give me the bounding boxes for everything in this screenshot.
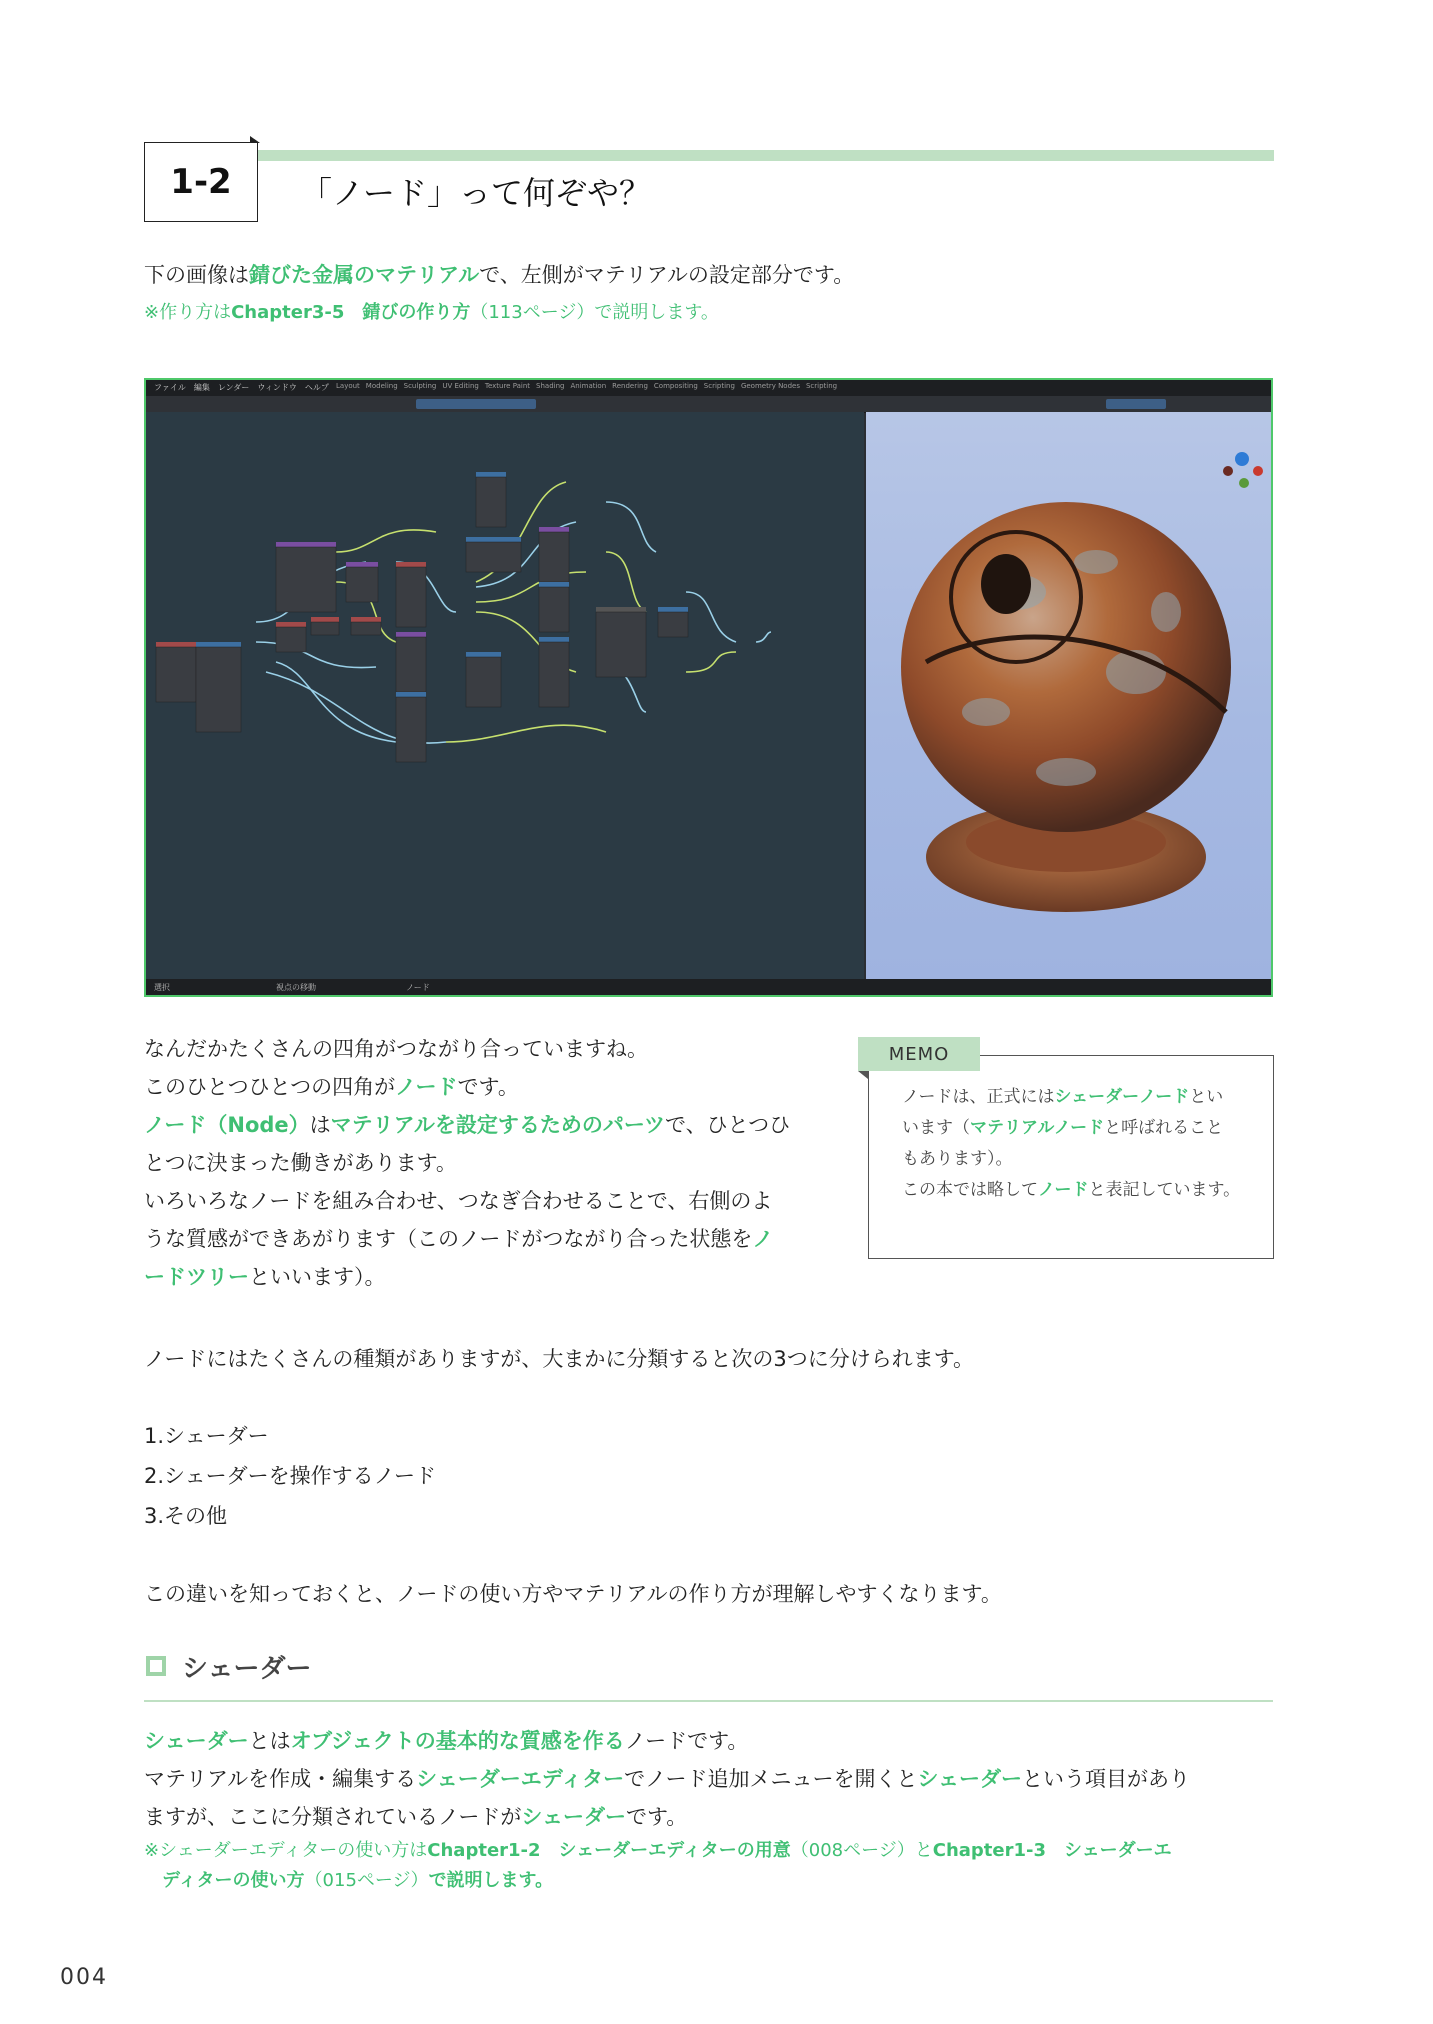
shader-node[interactable]	[276, 547, 336, 612]
text-line	[144, 1106, 834, 1144]
workspace-tab[interactable]: Scripting	[805, 382, 838, 390]
workspace-tab[interactable]: Compositing	[653, 382, 698, 390]
menu-item[interactable]: ヘルプ	[304, 383, 329, 392]
memo-tab-corner	[858, 1071, 868, 1079]
node-header[interactable]	[196, 642, 241, 647]
section-header-bar	[258, 150, 1274, 161]
node-header[interactable]	[539, 527, 569, 532]
text-line	[144, 1068, 834, 1106]
body-paragraph-4	[144, 1722, 1279, 1836]
highlighted-text: Chapter1-2 シェーダーエディターの用意	[427, 1840, 791, 1861]
shader-node[interactable]	[276, 627, 306, 652]
text-run: なんだかたくさんの四角がつながり合っていますね。	[144, 1037, 648, 1061]
shader-node[interactable]	[466, 657, 501, 707]
workspace-tab[interactable]: Animation	[570, 382, 607, 390]
gizmo-neg-x-icon[interactable]	[1223, 466, 1233, 476]
text-run: マテリアルを作成・編集する	[144, 1767, 417, 1791]
menu-item[interactable]: ファイル	[154, 383, 186, 392]
shader-node[interactable]	[658, 612, 688, 637]
workspace-tab[interactable]: Sculpting	[403, 382, 437, 390]
node-header[interactable]	[396, 632, 426, 637]
node-header[interactable]	[396, 562, 426, 567]
text-run: です。	[457, 1075, 519, 1099]
text-run: と表記しています。	[1088, 1180, 1241, 1200]
highlighted-text: シェーダー	[917, 1767, 1023, 1791]
highlighted-text: マテリアルを設定するためのパーツ	[330, 1113, 665, 1137]
shader-node[interactable]	[539, 532, 569, 582]
subsection-title: シェーダー	[182, 1654, 312, 1684]
memo-text	[902, 1082, 1254, 1206]
text-line	[902, 1082, 1254, 1113]
text-run: ノードは、正式には	[902, 1087, 1055, 1107]
view-options	[1106, 399, 1166, 409]
highlighted-text: シェーダーエディター	[416, 1767, 625, 1791]
rusted-sphere-render	[866, 412, 1271, 979]
text-run: という項目があり	[1022, 1767, 1191, 1791]
status-node: ノード	[406, 983, 430, 992]
body-paragraph-3: この違いを知っておくと、ノードの使い方やマテリアルの作り方が理解しやすくなります。	[144, 1582, 1002, 1606]
shader-node[interactable]	[346, 567, 378, 602]
status-pan: 視点の移動	[276, 983, 316, 992]
text-line	[144, 1722, 1279, 1760]
list-item-1: 1.シェーダー	[144, 1424, 269, 1448]
shader-node[interactable]	[539, 642, 569, 707]
workspace-tab[interactable]: Texture Paint	[484, 382, 531, 390]
text-run: ※シェーダーエディターの使い方は	[144, 1840, 428, 1861]
shader-node[interactable]	[311, 622, 339, 635]
shader-node[interactable]	[539, 587, 569, 632]
text-line	[144, 1030, 834, 1068]
shader-node[interactable]	[396, 697, 426, 762]
highlighted-text: Chapter3-5 錆びの作り方	[231, 302, 471, 323]
3d-viewport	[866, 412, 1271, 979]
workspace-tab[interactable]: UV Editing	[442, 382, 479, 390]
gizmo-z-icon[interactable]	[1235, 452, 1249, 466]
highlighted-text: オブジェクトの基本的な質感を作る	[290, 1729, 625, 1753]
page-number: 004	[60, 1965, 108, 1990]
highlighted-text: ノード	[395, 1075, 458, 1099]
workspace-tab[interactable]: Modeling	[365, 382, 398, 390]
text-line	[144, 1866, 1284, 1896]
text-line	[144, 1144, 834, 1182]
section-number: 1-2	[144, 142, 258, 222]
body-paragraph-2: ノードにはたくさんの種類がありますが、大まかに分類すると次の3つに分けられます。	[144, 1347, 975, 1371]
highlighted-text: 錆びた金属のマテリアル	[249, 263, 480, 287]
intro-line	[144, 256, 854, 294]
shader-node[interactable]	[156, 647, 196, 702]
gizmo-y-icon[interactable]	[1239, 478, 1249, 488]
highlighted-text: で説明します。	[428, 1870, 554, 1891]
node-header[interactable]	[466, 652, 501, 657]
node-header[interactable]	[156, 642, 196, 647]
node-header[interactable]	[276, 542, 336, 547]
node-header[interactable]	[476, 472, 506, 477]
intro-note	[144, 298, 719, 324]
subsection-rule	[144, 1700, 1273, 1702]
node-header[interactable]	[276, 622, 306, 627]
text-run: です。	[625, 1805, 688, 1829]
text-run: で、左側がマテリアルの設定部分です。	[479, 263, 855, 287]
text-run: とは	[248, 1729, 291, 1753]
highlighted-text: ディターの使い方	[144, 1870, 305, 1891]
node-header[interactable]	[351, 617, 381, 622]
shader-node-editor	[146, 412, 864, 979]
shader-node[interactable]	[351, 622, 381, 635]
highlighted-text: ノード（Node）	[144, 1113, 310, 1137]
node-header[interactable]	[311, 617, 339, 622]
blender-screenshot	[144, 378, 1273, 997]
gizmo-x-icon[interactable]	[1253, 466, 1263, 476]
material-selector	[416, 399, 536, 409]
text-line	[144, 1220, 834, 1258]
text-line	[144, 1760, 1279, 1798]
workspace-tab[interactable]: Rendering	[612, 382, 648, 390]
text-run: （008ページ）と	[790, 1840, 933, 1861]
shader-node[interactable]	[396, 567, 426, 627]
text-run: でノード追加メニューを開くと	[624, 1767, 918, 1791]
body-paragraph-1	[144, 1030, 834, 1296]
node-header[interactable]	[396, 692, 426, 697]
subsection-square-icon	[146, 1656, 166, 1676]
list-item-3: 3.その他	[144, 1504, 228, 1528]
text-run: ※作り方は	[144, 302, 232, 323]
shader-node[interactable]	[596, 612, 646, 677]
node-header[interactable]	[539, 637, 569, 642]
status-select: 選択	[154, 983, 170, 992]
highlighted-text: マテリアルノード	[970, 1118, 1105, 1138]
text-line	[902, 1113, 1254, 1144]
node-header[interactable]	[539, 582, 569, 587]
shader-node[interactable]	[476, 477, 506, 527]
text-run: とつに決まった働きがあります。	[144, 1151, 457, 1175]
highlighted-text: シェーダー	[521, 1805, 626, 1829]
node-header[interactable]	[658, 607, 688, 612]
workspace-tab[interactable]: Geometry Nodes	[740, 382, 800, 390]
text-run: とい	[1189, 1087, 1224, 1107]
highlighted-text: ノード	[1038, 1180, 1089, 1200]
text-run: このひとつひとつの四角が	[144, 1075, 396, 1099]
text-run: ノードです。	[624, 1729, 749, 1753]
text-line	[144, 1798, 1279, 1836]
text-run: と呼ばれること	[1104, 1118, 1224, 1138]
text-run: この本では略して	[902, 1180, 1038, 1200]
text-run: います（	[902, 1118, 970, 1138]
shader-node[interactable]	[466, 542, 521, 572]
text-run: もあります）。	[902, 1149, 1013, 1169]
text-run: うな質感ができあがります（このノードがつながり合った状態を	[144, 1227, 753, 1251]
node-tree	[146, 412, 864, 979]
blender-toolbar	[146, 396, 1271, 413]
text-line	[144, 1182, 834, 1220]
text-line	[144, 1258, 834, 1296]
highlighted-text: Chapter1-3 シェーダーエ	[932, 1840, 1172, 1861]
section-title: 「ノード」って何ぞや？	[300, 174, 652, 212]
blender-statusbar	[146, 979, 1271, 995]
text-line	[902, 1144, 1254, 1175]
node-header[interactable]	[346, 562, 378, 567]
shader-node[interactable]	[196, 647, 241, 732]
highlighted-text: シェーダー	[144, 1729, 249, 1753]
workspace-tab[interactable]: Scripting	[703, 382, 735, 390]
node-header[interactable]	[596, 607, 646, 612]
text-run: で、ひとつひ	[664, 1113, 791, 1137]
highlighted-text: シェーダーノード	[1054, 1087, 1190, 1107]
menu-item[interactable]: 編集	[193, 383, 210, 392]
menu-item[interactable]: ウィンドウ	[257, 383, 297, 392]
shader-node[interactable]	[396, 637, 426, 692]
text-run: いろいろなノードを組み合わせ、つなぎ合わせることで、右側のよ	[144, 1189, 773, 1213]
workspace-tab[interactable]: Shading	[536, 382, 565, 390]
text-line	[144, 1836, 1284, 1866]
menu-item[interactable]: レンダー	[217, 383, 250, 392]
text-run: （113ページ）で説明します。	[470, 302, 719, 323]
workspace-tab[interactable]: Layout	[336, 382, 360, 390]
text-line	[902, 1175, 1254, 1206]
blender-menubar	[146, 380, 1271, 396]
workspace-tabs	[336, 382, 837, 390]
text-run: は	[309, 1113, 331, 1137]
text-run: 下の画像は	[144, 263, 249, 287]
highlighted-text: ードツリー	[144, 1265, 249, 1289]
list-item-2: 2.シェーダーを操作するノード	[144, 1464, 436, 1488]
blender-menu	[154, 382, 329, 393]
node-header[interactable]	[466, 537, 521, 542]
memo-label: MEMO	[858, 1037, 980, 1071]
text-run: といいます）。	[249, 1265, 386, 1289]
text-run: （015ページ）	[304, 1870, 429, 1891]
highlighted-text: ノ	[752, 1227, 774, 1251]
chapter-note	[144, 1836, 1284, 1896]
text-run: ますが、ここに分類されているノードが	[144, 1805, 522, 1829]
